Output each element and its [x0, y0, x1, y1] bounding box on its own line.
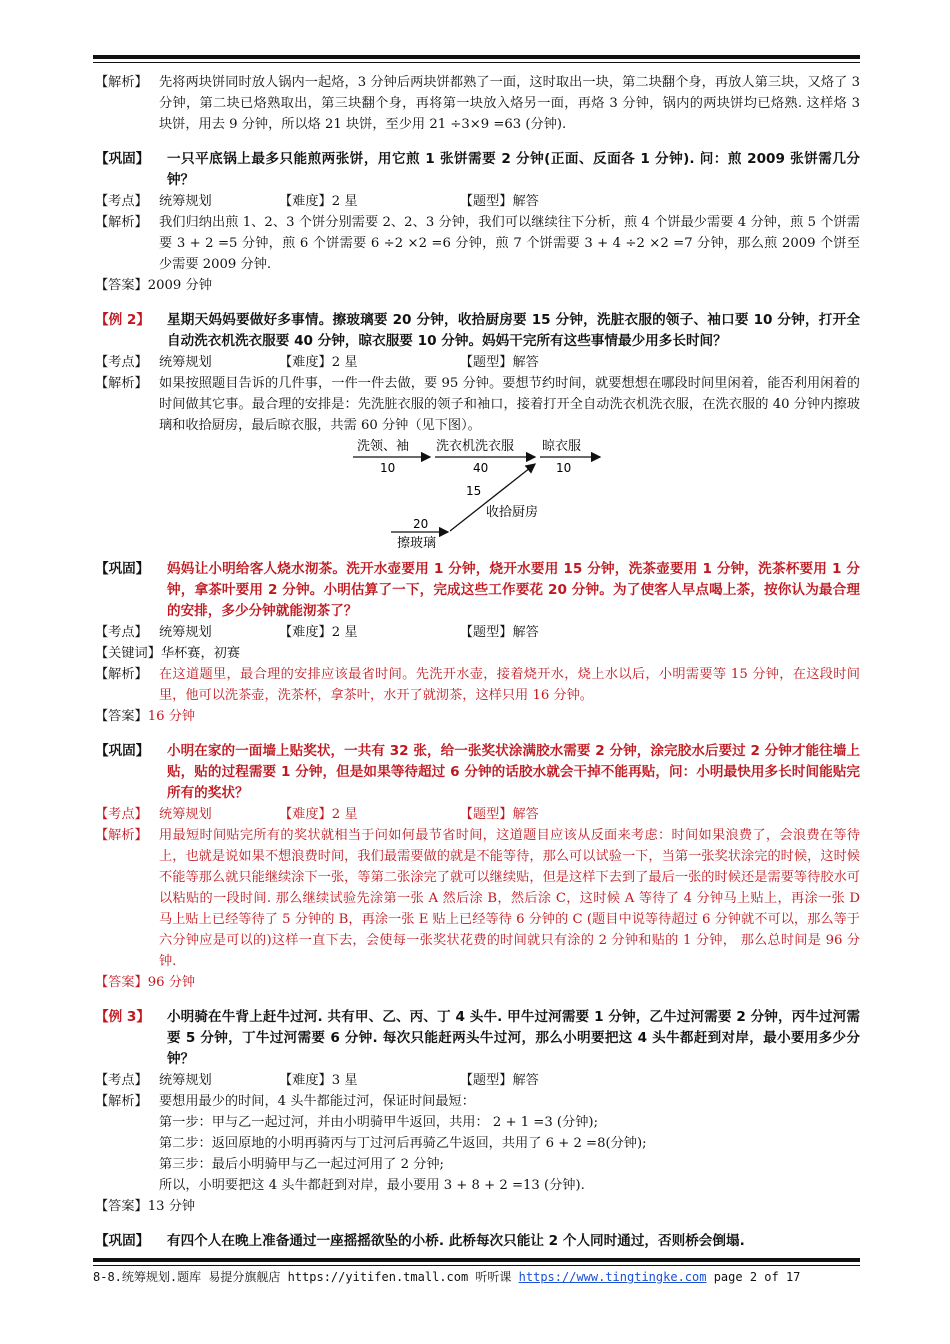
kaodian-value: 统筹规划: [159, 807, 212, 822]
exercise-question-text: 小明在家的一面墙上贴奖状，一共有 32 张，给一张奖状涂满胶水需要 2 分钟，涂完胶水后要过 2 分钟才能往墙上贴，贴的过程需要 1 分钟，但是如果等待超过 6 分钟的话胶水就会干掉不能再贴，问：小明最快用多长时间能贴完所有的奖状？: [167, 743, 860, 801]
answer-label: 【答案】: [95, 278, 148, 293]
solution-text: 我们归纳出煎 1、2、3 个饼分别需要 2、2、3 分钟，我们可以继续往下分析，煎 4 个饼最少需要 4 分钟，煎 5 个饼需要 3 + 2 =5 分钟，煎 6 个饼需要 6 ÷2 ×2 =6 分钟，煎 7 个饼需要 3 + 4 ÷2 ×2 =7 分钟，那么煎 2009 个饼至少需要 2009 分钟.: [159, 215, 860, 272]
page-content: [95, 72, 860, 1252]
page-number: page 2 of 17: [706, 1270, 801, 1284]
meta-row: [95, 352, 860, 373]
time-clean-window: 20: [413, 517, 429, 531]
nandu-label: 【难度】: [279, 625, 332, 640]
kaodian-value: 统筹规划: [159, 194, 212, 209]
solution-label: 【解析】: [95, 75, 148, 90]
kaodian-label: 【考点】: [95, 625, 148, 640]
solution-block: [95, 1091, 860, 1112]
header-rule-thick: [93, 55, 860, 59]
meta-row: [95, 191, 860, 212]
footer-link[interactable]: https://www.tingtingke.com: [518, 1270, 707, 1284]
solution-text: 如果按照题目告诉的几件事，一件一件去做，要 95 分钟。要想节约时间，就要想想在哪段时间里闲着，能否利用闲着的时间做其它事。最合理的安排是：先洗脏衣服的领子和袖口，接着打开全自动洗衣机洗衣服，在洗衣服的 40 分钟内擦玻璃和收拾厨房，最后晾衣服，共需 60 分钟（见下图）。: [159, 376, 860, 433]
solution-block: [95, 373, 860, 436]
solution-block: [95, 72, 860, 135]
nandu-label: 【难度】: [279, 355, 332, 370]
nandu-value: 2 星: [331, 355, 358, 370]
solution-text: 用最短时间贴完所有的奖状就相当于问如何最节省时间，这道题目应该从反面来考虑：时间如果浪费了，会浪费在等待上，也就是说如果不想浪费时间，我们最需要做的就是不能等待，那么可以试验一下，当第一张奖状涂完的时候，这时候不能等那么就只能继续涂下一张，等第二张涂完了就可以继续贴，但是这样下去到了最后一张的时候还是需要等待胶水可以粘贴的一段时间. 那么继续试验先涂第一张 A 然后涂 B，然后涂 C，这时候 A 等待了 4 分钟马上贴上，再涂一张 D 马上贴上已经等待了 5 分钟的 B，再涂一张 E 贴上已经等待 6 分钟的 C (题目中说等待超过 6 分钟就不可以，那么等于六分钟应是可以的)这样一直下去，会使每一张奖状花费的时间就只有涂的 2 分钟和贴的 1 分钟， 那么总时间是 96 分钟.: [159, 828, 860, 969]
answer-label: 【答案】: [95, 1199, 148, 1214]
tixing-label: 【题型】: [459, 807, 513, 822]
example-question-text: 小明骑在牛背上赶牛过河. 共有甲、乙、丙、丁 4 头牛. 甲牛过河需要 1 分钟，乙牛过河需要 2 分钟，丙牛过河需要 5 分钟，丁牛过河需要 6 分钟. 每次只能赶两头牛过河，那么小明要把这 4 头牛都赶到对岸，最小要用多少分钟？: [167, 1009, 860, 1067]
page-footer: [93, 1268, 860, 1285]
answer-label: 【答案】: [95, 709, 148, 724]
header-rule-thin: [93, 62, 860, 63]
tixing-value: 解答: [512, 355, 539, 370]
meta-row: [95, 1070, 860, 1091]
example-question-text: 星期天妈妈要做好多事情。擦玻璃要 20 分钟，收拾厨房要 15 分钟，洗脏衣服的领子、袖口要 10 分钟，打开全自动洗衣机洗衣服要 40 分钟，晾衣服要 10 分钟。妈妈干完所有这些事情最少用多长时间？: [167, 312, 860, 349]
arrow-clean-kitchen: [450, 464, 535, 531]
kaodian-value: 统筹规划: [159, 1073, 212, 1088]
step-hang-clothes: 晾衣服: [542, 439, 582, 454]
kaodian-label: 【考点】: [95, 1073, 148, 1088]
exercise-question-text: 有四个人在晚上准备通过一座摇摇欲坠的小桥. 此桥每次只能让 2 个人同时通过，否则桥会倒塌.: [167, 1233, 745, 1249]
tixing-value: 解答: [512, 625, 539, 640]
nandu-label: 【难度】: [279, 807, 332, 822]
exercise-question-text: 妈妈让小明给客人烧水沏茶。洗开水壶要用 1 分钟，烧开水要用 15 分钟，洗茶壶要用 1 分钟，洗茶杯要用 1 分钟，拿茶叶要用 2 分钟。小明估算了一下，完成这些工作要花 20 分钟。为了使客人早点喝上茶，按你认为最合理的安排，多少分钟就能沏茶了？: [167, 561, 860, 619]
kaodian-label: 【考点】: [95, 355, 148, 370]
exercise-label: 【巩固】: [95, 561, 150, 577]
answer-row: [95, 706, 860, 727]
example-label: 【例 2】: [95, 312, 150, 328]
exercise-question: [95, 559, 860, 622]
answer-value: 13 分钟: [147, 1199, 196, 1214]
solution-text: 先将两块饼同时放人锅内一起烙，3 分钟后两块饼都熟了一面，这时取出一块，第二块翻个身，再放人第三块，又烙了 3 分钟，第二块已烙熟取出，第三块翻个身，再将第一块放入烙另一面，再烙 3 分钟，锅内的两块饼均已烙熟. 这样烙 3 块饼，用去 9 分钟，所以烙 21 块饼，至少用 21 ÷3×9 =63 (分钟).: [159, 75, 860, 132]
answer-value: 2009 分钟: [147, 278, 212, 293]
keyword-label: 【关键词】: [95, 646, 161, 661]
example-question: [95, 1007, 860, 1070]
exercise-question: [95, 1231, 860, 1252]
schedule-diagram-svg: [95, 436, 860, 551]
footer-source: 8-8.统筹规划.题库 易提分旗舰店 https://yitifen.tmall.com 听听课: [93, 1270, 519, 1284]
nandu-value: 2 星: [331, 194, 358, 209]
answer-label: 【答案】: [95, 975, 148, 990]
time-washing-machine: 40: [473, 461, 489, 475]
exercise-label: 【巩固】: [95, 151, 150, 167]
solution-step: 所以，小明要把这 4 头牛都赶到对岸，最小要用 3 + 8 + 2 =13 (分钟).: [159, 1178, 585, 1193]
step-washing-machine: 洗衣机洗衣服: [436, 439, 515, 454]
solution-block: [95, 664, 860, 706]
meta-row: [95, 804, 860, 825]
solution-label: 【解析】: [95, 828, 148, 843]
solution-label: 【解析】: [95, 376, 148, 391]
answer-row: [95, 972, 860, 993]
nandu-label: 【难度】: [279, 1073, 332, 1088]
tixing-label: 【题型】: [459, 1073, 513, 1088]
solution-label: 【解析】: [95, 215, 148, 230]
kaodian-value: 统筹规划: [159, 355, 212, 370]
exercise-question: [95, 741, 860, 804]
time-clean-kitchen: 15: [466, 484, 482, 498]
footer-rule-thin: [93, 1265, 860, 1266]
answer-row: [95, 1196, 860, 1217]
exercise-label: 【巩固】: [95, 1233, 150, 1249]
time-wash-collar: 10: [380, 461, 396, 475]
keyword-row: [95, 643, 860, 664]
solution-block: [95, 212, 860, 275]
tixing-value: 解答: [512, 807, 539, 822]
tixing-label: 【题型】: [459, 194, 513, 209]
nandu-label: 【难度】: [279, 194, 332, 209]
kaodian-value: 统筹规划: [159, 625, 212, 640]
time-hang-clothes: 10: [556, 461, 572, 475]
step-wash-collar: 洗领、袖: [357, 439, 410, 454]
kaodian-label: 【考点】: [95, 194, 148, 209]
kaodian-label: 【考点】: [95, 807, 148, 822]
solution-label: 【解析】: [95, 1094, 148, 1109]
answer-value: 96 分钟: [147, 975, 196, 990]
solution-text: 在这道题里，最合理的安排应该最省时间。先洗开水壶，接着烧开水，烧上水以后，小明需要等 15 分钟，在这段时间里，他可以洗茶壶，洗茶杯，拿茶叶，水开了就沏茶，这样只用 16 分钟。: [159, 667, 860, 703]
exercise-question-text: 一只平底锅上最多只能煎两张饼，用它煎 1 张饼需要 2 分钟(正面、反面各 1 分钟). 问：煎 2009 张饼需几分钟？: [167, 151, 860, 188]
example-label: 【例 3】: [95, 1009, 150, 1025]
tixing-label: 【题型】: [459, 625, 513, 640]
tixing-value: 解答: [512, 194, 539, 209]
solution-step: 第三步：最后小明骑甲与乙一起过河用了 2 分钟;: [159, 1157, 444, 1172]
tixing-value: 解答: [512, 1073, 539, 1088]
solution-step: 第二步：返回原地的小明再骑丙与丁过河后再骑乙牛返回，共用了 6 + 2 =8(分钟);: [159, 1136, 647, 1151]
nandu-value: 3 星: [331, 1073, 358, 1088]
solution-label: 【解析】: [95, 667, 148, 682]
exercise-label: 【巩固】: [95, 743, 150, 759]
solution-intro: 要想用最少的时间，4 头牛都能过河，保证时间最短：: [159, 1094, 475, 1109]
example-question: [95, 310, 860, 352]
schedule-diagram: [95, 436, 860, 551]
exercise-question: [95, 149, 860, 191]
step-clean-kitchen: 收拾厨房: [486, 505, 539, 520]
nandu-value: 2 星: [331, 625, 358, 640]
solution-block: [95, 825, 860, 972]
keyword-value: 华杯赛，初赛: [160, 646, 241, 661]
solution-step: 第一步：甲与乙一起过河，并由小明骑甲牛返回，共用： 2 + 1 =3 (分钟);: [159, 1115, 599, 1130]
tixing-label: 【题型】: [459, 355, 513, 370]
step-clean-window: 擦玻璃: [397, 536, 437, 551]
answer-value: 16 分钟: [147, 709, 196, 724]
footer-rule-thick: [93, 1258, 860, 1262]
nandu-value: 2 星: [331, 807, 358, 822]
meta-row: [95, 622, 860, 643]
answer-row: [95, 275, 860, 296]
